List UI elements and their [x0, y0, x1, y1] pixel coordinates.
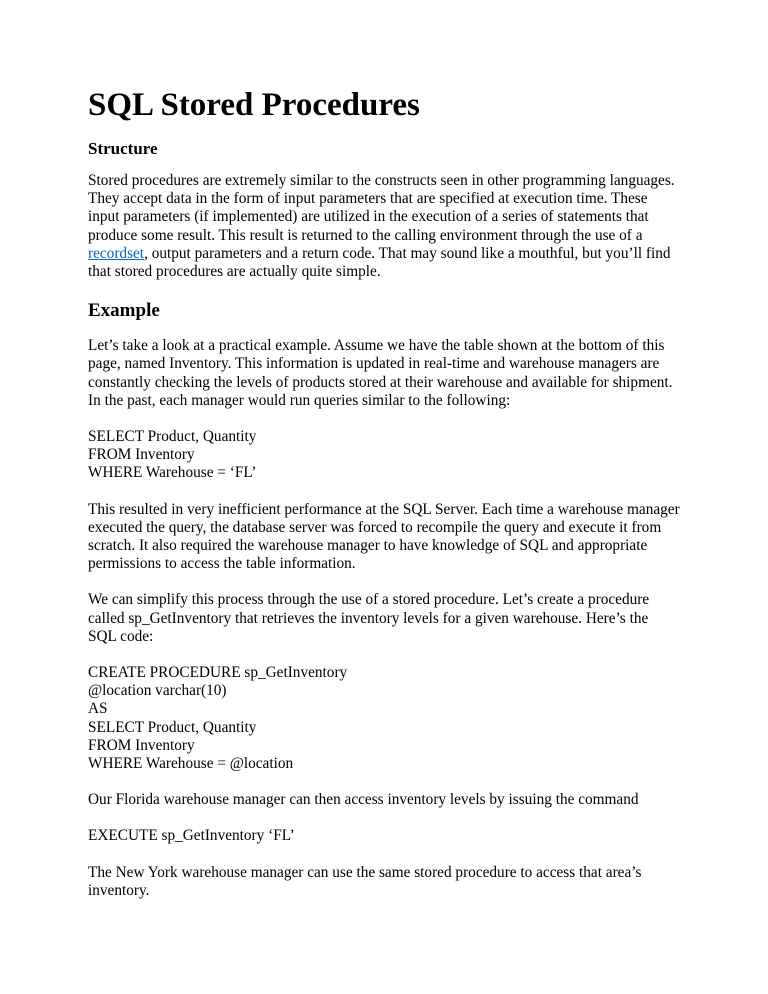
code-line: CREATE PROCEDURE sp_GetInventory: [88, 664, 348, 682]
structure-text-after-link: , output parameters and a return code. That may sound like a mouthful, but you’ll find that stored procedures are actually quite simple.: [88, 244, 671, 281]
code-line: WHERE Warehouse = @location: [88, 755, 294, 773]
example-intro-paragraph: Let’s take a look at a practical example. Assume we have the table shown at the bottom of this page, named Inventory. This information is updated in real-time and warehouse managers are constantly checking the levels of products stored at their warehouse and available for shipment. In the past, each manager would run queries similar to the following:: [88, 337, 673, 409]
code-line: WHERE Warehouse = ‘FL’: [88, 464, 257, 482]
structure-paragraph: [88, 172, 680, 281]
structure-text-before-link: Stored procedures are extremely similar to the constructs seen in other programming languages. They accept data in the form of input parameters that are specified at execution time. These input parameters (if implemented) are utilized in the execution of a series of statements that produce some result. This result is returned to the calling environment through the use of a: [88, 172, 675, 244]
code-line: SELECT Product, Quantity: [88, 718, 257, 736]
code-line: FROM Inventory: [88, 736, 195, 754]
procedure-code-block: [88, 664, 680, 773]
newyork-paragraph: The New York warehouse manager can use the same stored procedure to access that area’s inventory.: [88, 863, 642, 899]
recordset-link[interactable]: recordset: [88, 244, 145, 262]
example-heading: Example: [88, 300, 160, 322]
execute-command: EXECUTE sp_GetInventory ‘FL’: [88, 827, 295, 845]
code-line: FROM Inventory: [88, 446, 195, 464]
code-line: AS: [88, 700, 108, 718]
code-line: SELECT Product, Quantity: [88, 428, 257, 446]
page-title: SQL Stored Procedures: [88, 87, 420, 123]
structure-heading: Structure: [88, 139, 158, 158]
code-line: @location varchar(10): [88, 682, 227, 700]
query-code-block: [88, 428, 680, 483]
inefficiency-paragraph: This resulted in very inefficient performance at the SQL Server. Each time a warehouse manager executed the query, the database server was forced to recompile the query and execute it from scratch. It also required the warehouse manager to have knowledge of SQL and appropriate permissions to access the table information.: [88, 500, 680, 573]
florida-paragraph: Our Florida warehouse manager can then access inventory levels by issuing the command: [88, 791, 639, 809]
simplify-paragraph: We can simplify this process through the use of a stored procedure. Let’s create a procedure called sp_GetInventory that retrieves the inventory levels for a given warehouse. Here’s the SQL code:: [88, 591, 650, 645]
